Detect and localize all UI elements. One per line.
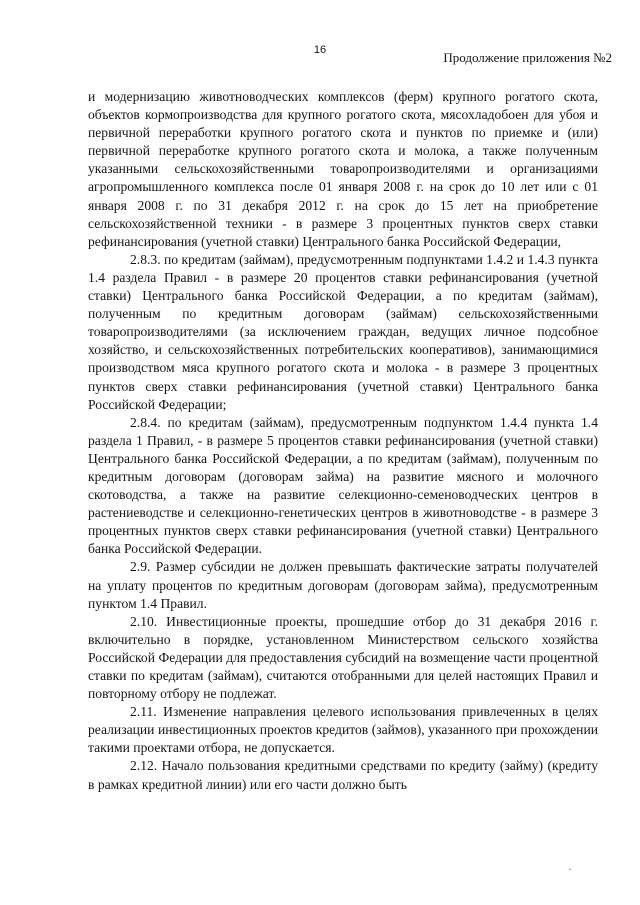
paragraph-2-8-3: 2.8.3. по кредитам (займам), предусмотренным подпунктами 1.4.2 и 1.4.3 пункта 1.4 раздела Правил - в размере 20 процентов ставки рефинансирования (учетной ставки) Центрального банка Российской Федерации, а по кредитам (займам), полученным по кредитным договорам (займам) сельскохозяйственными товаропроизводителями (за исключением граждан, ведущих личное подсобное хозяйство, и сельскохозяйственных потребительских кооперативов), занимающимися производством мяса крупного рогатого скота и молока - в размере 3 процентных пунктов сверх ставки рефинансирования (учетной ставки) Центрального банка Российской Федерации; [88, 251, 598, 412]
paragraph-2-11: 2.11. Изменение направления целевого использования привлеченных в целях реализации инвестиционных проектов кредитов (займов), указанного при прохождении такими проектами отбора, не допускается. [88, 704, 598, 756]
paragraph-2-9: 2.9. Размер субсидии не должен превышать фактические затраты получателей на уплату процентов по кредитным договорам (договорам займа), предусмотренным пунктом 1.4 Правил. [88, 559, 598, 611]
scan-mark: · [568, 862, 572, 876]
paragraph-2-12: 2.12. Начало пользования кредитными средствами по кредиту (займу) (кредиту в рамках кредитной линии) или его части должно быть [88, 758, 598, 792]
paragraph-continuation: и модернизацию животноводческих комплексов (ферм) крупного рогатого скота, объектов кормопроизводства для крупного рогатого скота, мясохладобоен для убоя и первичной переработки крупного рогатого скота и пунктов по приемке и (или) первичной переработке крупного рогатого скота и молока, а также полученным указанными сельскохозяйственными товаропроизводителями и организациями агропромышленного комплекса после 01 января 2008 г. на срок до 10 лет или с 01 января 2008 г. по 31 декабря 2012 г. на срок до 15 лет на приобретение сельскохозяйственной техники - в размере 3 процентных пунктов сверх ставки рефинансирования (учетной ставки) Центрального банка Российской Федерации, [88, 89, 598, 249]
document-body [88, 88, 598, 794]
page-number: 16 [313, 44, 327, 56]
paragraph-2-10: 2.10. Инвестиционные проекты, прошедшие отбор до 31 декабря 2016 г. включительно в порядке, установленном Министерством сельского хозяйства Российской Федерации для предоставления субсидий на возмещение части процентной ставки по кредитам (займам), считаются отобранными для целей настоящих Правил и повторному отбору не подлежат. [88, 613, 598, 702]
appendix-continuation-note: Продолжение приложения №2 [443, 50, 612, 65]
paragraph-2-8-4: 2.8.4. по кредитам (займам), предусмотренным подпунктом 1.4.4 пункта 1.4 раздела 1 Правил, - в размере 5 процентов ставки рефинансирования (учетной ставки) Центрального банка Российской Федерации, а по кредитам (займам), полученным по кредитным договорам (договорам займа) на развитие мясного и молочного скотоводства, а также на развитие селекционно-семеноводческих центров в растениеводстве и селекционно-генетических центров в животноводстве - в размере 3 процентных пунктов сверх ставки рефинансирования (учетной ставки) Центрального банка Российской Федерации. [88, 414, 598, 557]
